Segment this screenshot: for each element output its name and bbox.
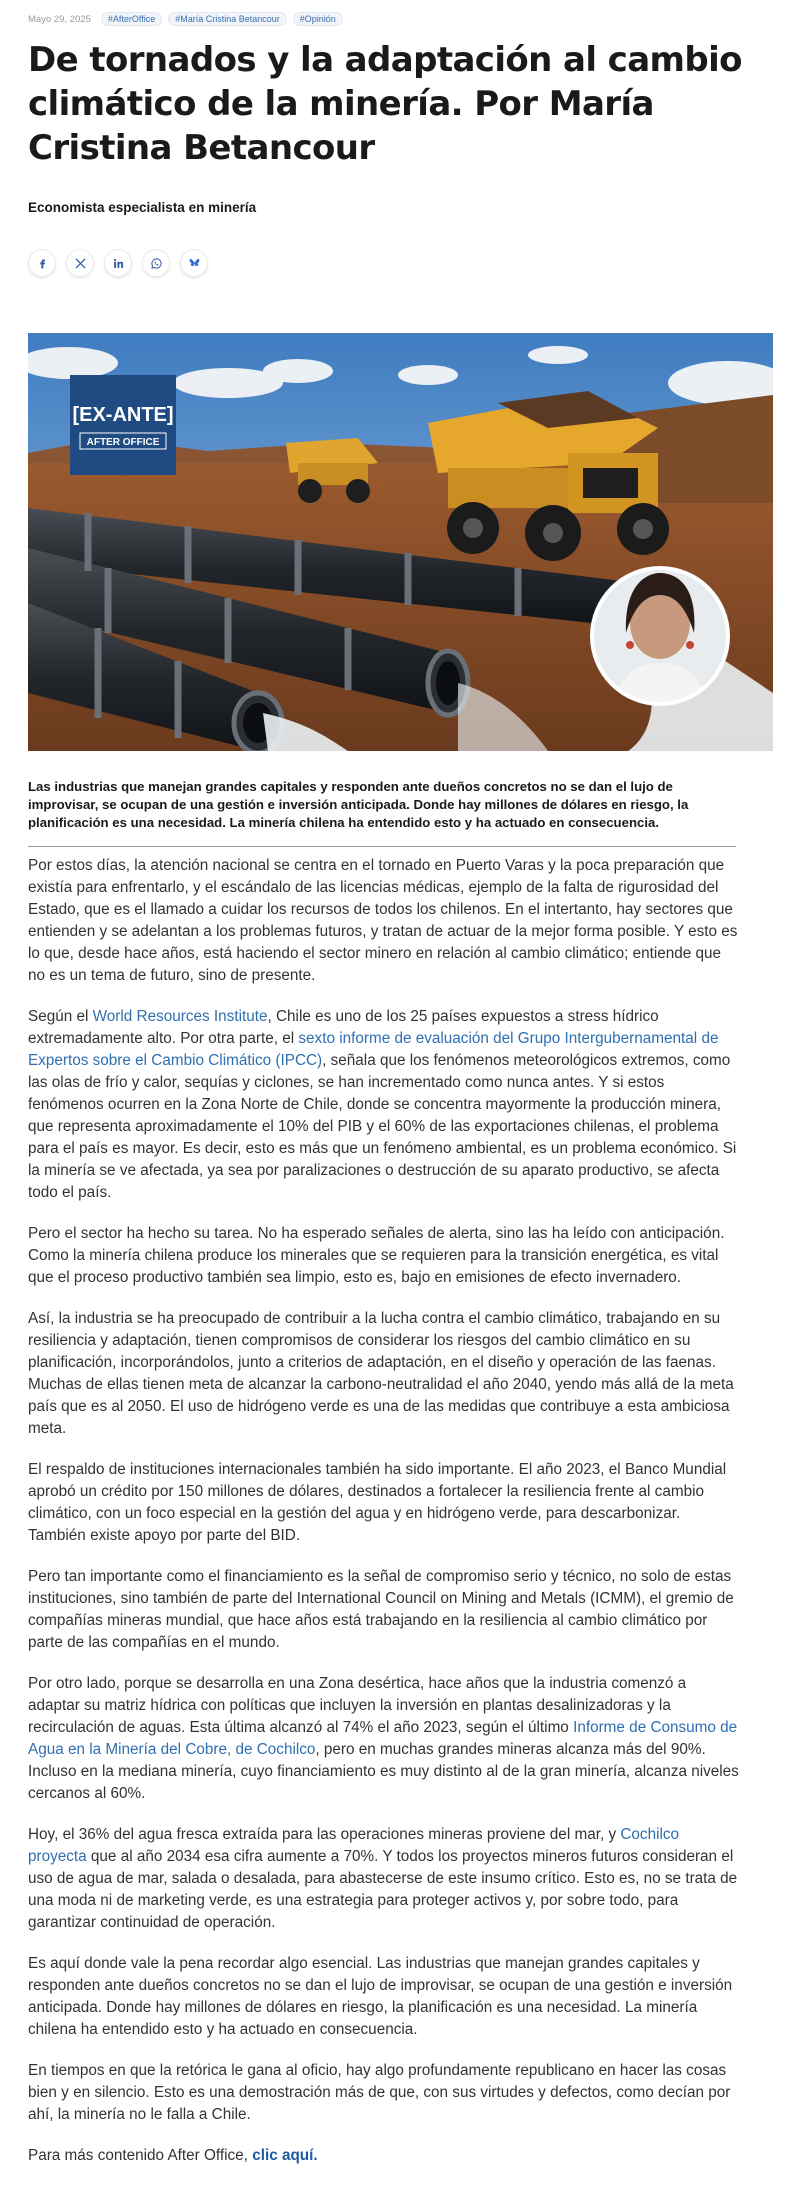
link-ipcc-report[interactable]: sexto informe de evaluación del Grupo Intergubernamental de Expertos sobre el Cambio Climático (IPCC) bbox=[28, 1030, 719, 1069]
whatsapp-icon bbox=[150, 257, 163, 270]
share-linkedin-button[interactable] bbox=[104, 249, 132, 277]
link-cochilco-water-report[interactable]: Informe de Consumo de Agua en la Minería del Cobre, de Cochilco bbox=[28, 1719, 738, 1758]
link-world-resources-institute[interactable]: World Resources Institute bbox=[92, 1008, 268, 1025]
logo-line2: AFTER OFFICE bbox=[86, 437, 160, 448]
article-body bbox=[28, 855, 740, 2186]
share-bar bbox=[28, 249, 208, 277]
mining-scene-illustration bbox=[28, 333, 773, 751]
paragraph-9: Es aquí donde vale la pena recordar algo esencial. Las industrias que manejan grandes capitales y responden ante dueños concretos no se dan el lujo de improvisar, se ocupan de una gestión e inversión anticipada. Donde hay millones de dólares en riesgo, la planificación es una necesidad. La minería chilena ha entendido esto y ha actuado en consecuencia. bbox=[28, 1955, 733, 2038]
paragraph-2: Según el World Resources Institute, Chile es uno de los 25 países expuestos a stress hídrico extremadamente alto. Por otra parte, el sexto informe de evaluación del Grupo Intergubernamental de Expertos sobre el Cambio Climático (IPCC), señala que los fenómenos meteorológicos extremos, como las olas de frío y calor, sequías y ciclones, se han incrementado como nunca antes. Y si estos fenómenos ocurren en la Zona Norte de Chile, donde se concentra mayormente la producción minera, que representa aproximadamente el 10% del PIB y el 60% de las exportaciones chilenas, el problema para el país es mayor. Es decir, esto es más que un fenómeno ambiental, es un problema económico. Si la minería se ve afectada, ya sea por paralizaciones o destrucción de su aparato productivo, se afecta todo el país. bbox=[28, 1008, 737, 1201]
author-description: Economista especialista en minería bbox=[28, 200, 257, 215]
article-lead: Las industrias que manejan grandes capitales y responden ante dueños concretos no se dan el lujo de improvisar, se ocupan de una gestión e inversión anticipada. Donde hay millones de dólares en riesgo, la planificación es una necesidad. La minería chilena ha entendido esto y ha actuado en consecuencia. bbox=[28, 779, 689, 830]
share-whatsapp-button[interactable] bbox=[142, 249, 170, 277]
hero-image bbox=[28, 333, 773, 751]
paragraph-8: Hoy, el 36% del agua fresca extraída para las operaciones mineras proviene del mar, y Cochilco proyecta que al año 2034 esa cifra aumente a 70%. Y todos los proyectos mineros futuros consideran el uso de agua de mar, salada o desalada, para abastecerse de este insumo crítico. Esto es, no se trata de una moda ni de marketing verde, es una estrategia para proteger activos y, por sobre todo, para garantizar continuidad de operación. bbox=[28, 1826, 738, 1931]
paragraph-6: Pero tan importante como el financiamiento es la señal de compromiso serio y técnico, no solo de estas instituciones, sino también de parte del International Council on Mining and Metals (ICMM), el gremio de compañías mineras mundial, que hace años está trabajando en la resiliencia al cambio climático por parte de las compañías en el mundo. bbox=[28, 1568, 734, 1651]
paragraph-5: El respaldo de instituciones internacionales también ha sido importante. El año 2023, el Banco Mundial aprobó un crédito por 150 millones de dólares, destinados a fortalecer la resiliencia frente al cambio climático, con un foco especial en la gestión del agua y en hidrógeno verde, para descarbonizar. También existe apoyo por parte del BID. bbox=[28, 1461, 727, 1544]
share-facebook-button[interactable] bbox=[28, 249, 56, 277]
article-title: De tornados y la adaptación al cambio climático de la minería. Por María Cristina Betancour bbox=[28, 40, 742, 168]
paragraph-4: Así, la industria se ha preocupado de contribuir a la lucha contra el cambio climático, trabajando en su resiliencia y adaptación, tienen compromisos de considerar los riesgos del cambio climático en su planificación, incorporándolos, junto a criterios de adaptación, en el diseño y operación de las faenas. Muchas de ellas tienen meta de alcanzar la carbono-neutralidad el año 2040, yendo más allá de la meta país que es al 2050. El uso de hidrógeno verde es una de las medidas que contribuye a esta ambiciosa meta. bbox=[28, 1310, 734, 1437]
link-more-after-office[interactable]: clic aquí. bbox=[252, 2147, 318, 2164]
paragraph-11: Para más contenido After Office, clic aquí. bbox=[28, 2147, 318, 2164]
linkedin-icon bbox=[112, 257, 125, 270]
logo-line1: [EX-ANTE] bbox=[72, 404, 174, 426]
large-haul-truck bbox=[428, 391, 669, 561]
share-x-button[interactable] bbox=[66, 249, 94, 277]
paragraph-7: Por otro lado, porque se desarrolla en una Zona desértica, hace años que la industria comenzó a adaptar su matriz hídrica con políticas que incluyen la inversión en plantas desalinizadoras y la recirculación de aguas. Esta última alcanzó al 74% el año 2023, según el último Informe de Consumo de Agua en la Minería del Cobre, de Cochilco, pero en muchas grandes mineras alcanza más del 90%. Incluso en la mediana minería, cuyo financiamiento es muy distinto al de la gran minería, alcanza niveles cercanos al 60%. bbox=[28, 1675, 739, 1802]
link-cochilco-proyecta[interactable]: Cochilco proyecta bbox=[28, 1826, 680, 1865]
x-icon bbox=[74, 257, 87, 270]
facebook-icon bbox=[36, 257, 49, 270]
publish-date: Mayo 29, 2025 bbox=[28, 13, 91, 25]
bluesky-icon bbox=[188, 257, 201, 270]
tag-afteroffice[interactable]: #AfterOffice bbox=[101, 12, 162, 26]
share-bluesky-button[interactable] bbox=[180, 249, 208, 277]
ex-ante-after-office-logo bbox=[70, 375, 176, 475]
paragraph-3: Pero el sector ha hecho su tarea. No ha esperado señales de alerta, sino las ha leído con anticipación. Como la minería chilena produce los minerales que se requieren para la transición energética, es vital que el proceso productivo también sea limpio, esto es, bajo en emisiones de efecto invernadero. bbox=[28, 1225, 725, 1286]
paragraph-10: En tiempos en que la retórica le gana al oficio, hay algo profundamente republicano en hacer las cosas bien y en silencio. Esto es una demostración más de que, con sus virtudes y defectos, como decían por ahí, la minería no le falla a Chile. bbox=[28, 2062, 731, 2123]
tag-author[interactable]: #María Cristina Betancour bbox=[168, 12, 287, 26]
tag-opinion[interactable]: #Opinión bbox=[293, 12, 343, 26]
article-meta bbox=[28, 11, 343, 27]
lead-divider bbox=[28, 846, 736, 847]
paragraph-1: Por estos días, la atención nacional se centra en el tornado en Puerto Varas y la poca preparación que existía para enfrentarlo, y el escándalo de las licencias médicas, ejemplo de la falta de rigurosidad del Estado, que es el llamado a cuidar los recursos de todos los chilenos. En el intertanto, hay sectores que entienden y se adelantan a los problemas futuros, y tratan de actuar de la mejor forma posible. Y esto es lo que, desde hace años, está haciendo el sector minero en relación al cambio climático; entiende que no es un tema de futuro, sino de presente. bbox=[28, 857, 738, 984]
